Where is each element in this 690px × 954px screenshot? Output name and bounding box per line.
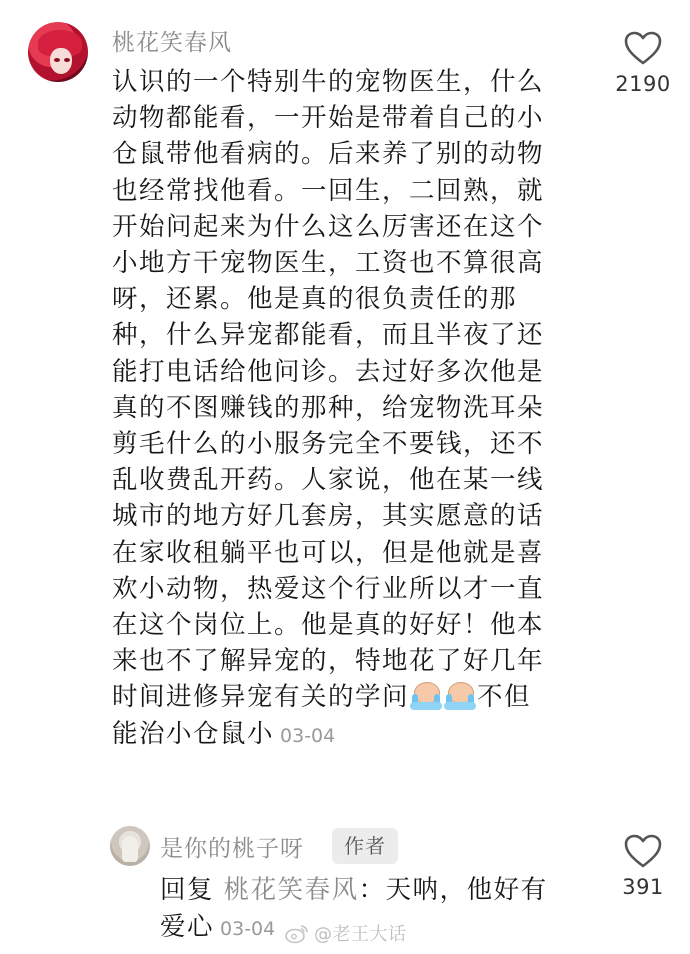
comment-date: 03-04 — [280, 724, 336, 747]
comment-line: 小地方干宠物医生，工资也不算很高 — [112, 248, 545, 279]
reply-avatar[interactable] — [110, 826, 150, 866]
watermark — [284, 920, 407, 946]
like-button[interactable] — [608, 30, 678, 96]
comment-line: 真的不图赚钱的那种，给宠物洗耳朵 — [112, 392, 545, 423]
reply-target-user[interactable]: 桃花笑春风 — [223, 875, 359, 905]
reply-line — [160, 872, 600, 909]
reply-date: 03-04 — [220, 918, 276, 940]
comment-line: 呀，还累。他是真的很负责任的那 — [112, 284, 518, 315]
comment-line: 仓鼠带他看病的。后来养了别的动物 — [112, 139, 545, 170]
comment-line: 认识的一个特别牛的宠物医生，什么 — [112, 67, 545, 97]
avatar-eye — [54, 58, 60, 62]
reply-line-text: ：天呐，他好有 — [358, 875, 548, 905]
comment-body[interactable] — [112, 64, 592, 754]
comment-line: 种，什么异宠都能看，而且半夜了还 — [112, 320, 545, 351]
reply-like-button[interactable] — [608, 833, 678, 899]
heart-icon[interactable] — [623, 30, 663, 66]
comment-line: 来也不了解异宠的，特地花了好几年 — [112, 646, 545, 677]
reply-like-count: 391 — [622, 875, 664, 899]
comment-line: 开始问起来为什么这么厉害还在这个 — [112, 211, 545, 242]
heart-icon[interactable] — [623, 833, 663, 869]
comment-line: 在这个岗位上。他是真的好好！他本 — [112, 610, 545, 641]
comment-line: 在家收租躺平也可以，但是他就是喜 — [112, 537, 545, 568]
comment-line-text: 时间进修异宠有关的学问 — [112, 682, 410, 713]
reply-line-text: 爱心 — [160, 912, 215, 942]
author-badge: 作者 — [332, 828, 398, 864]
weibo-icon — [284, 922, 310, 944]
like-count: 2190 — [615, 72, 671, 96]
avatar-eye — [64, 58, 70, 62]
comment-line: 动物都能看，一开始是带着自己的小 — [112, 103, 545, 134]
comment-line: 欢小动物，热爱这个行业所以才一直 — [112, 573, 545, 604]
comment-line-text: 不但 — [477, 682, 532, 713]
avatar[interactable] — [28, 22, 88, 82]
comment-line: 剪毛什么的小服务完全不要钱，还不 — [112, 429, 545, 460]
comment-line — [112, 679, 592, 715]
reply-prefix: 回复 — [160, 875, 215, 905]
avatar-figure — [122, 836, 138, 862]
comment-username[interactable]: 桃花笑春风 — [112, 30, 232, 56]
comment-line: 也经常找他看。一回生，二回熟，就 — [112, 175, 545, 206]
crying-face-emoji-icon — [410, 680, 442, 710]
comment-line: 城市的地方好几套房，其实愿意的话 — [112, 501, 545, 532]
watermark-text: @老王大话 — [314, 924, 407, 945]
crying-face-emoji-icon — [444, 680, 476, 710]
comment-line — [112, 716, 592, 754]
comment-line: 乱收费乱开药。人家说，他在某一线 — [112, 465, 545, 496]
comment-line-text: 能治小仓鼠小 — [112, 718, 275, 749]
reply-username[interactable]: 是你的桃子呀 — [160, 836, 304, 862]
comment-line: 能打电话给他问诊。去过好多次他是 — [112, 356, 545, 387]
